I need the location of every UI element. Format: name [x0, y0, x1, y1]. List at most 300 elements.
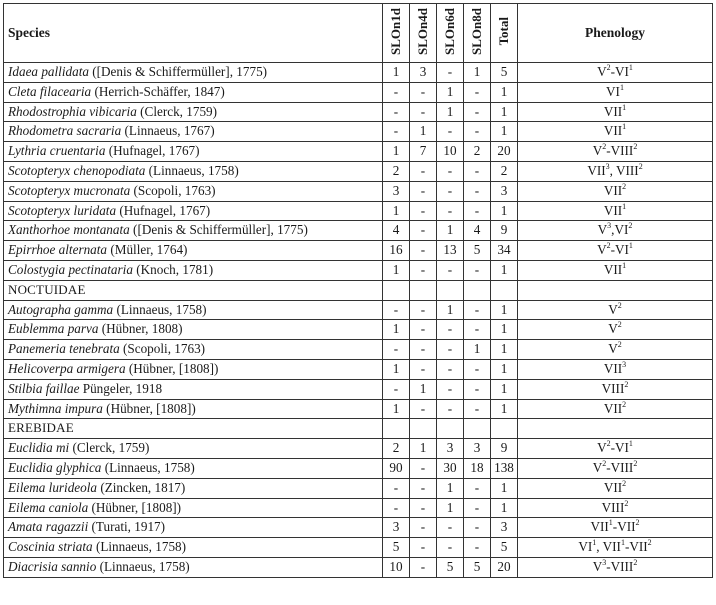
species-cell: [4, 557, 383, 577]
phenology-month: VII: [603, 123, 623, 139]
family-row: [4, 280, 713, 300]
phenology-month: V: [608, 301, 618, 317]
species-row: [4, 518, 713, 538]
species-name: Euclidia mi: [8, 440, 70, 456]
phenology-cell: [518, 399, 713, 419]
phenology-note: 2: [633, 557, 638, 567]
species-author: (Clerck, 1759): [69, 440, 150, 456]
site-count: 4: [383, 221, 410, 241]
header-row: [4, 4, 713, 63]
site-count: 3: [383, 181, 410, 201]
empty-cell: [464, 419, 491, 439]
species-name: Colostygia pectinataria: [8, 261, 133, 277]
species-author: (Zincken, 1817): [97, 479, 186, 495]
total-count: 20: [491, 142, 518, 162]
family-row: [4, 419, 713, 439]
species-name: Helicoverpa armigera: [8, 360, 126, 376]
site-count: 5: [464, 557, 491, 577]
empty-cell: [437, 280, 464, 300]
site-count: -: [410, 320, 437, 340]
site-count: -: [464, 161, 491, 181]
empty-cell: [410, 280, 437, 300]
phenology-note: 2: [647, 538, 652, 548]
species-author: (Herrich-Schäffer, 1847): [91, 83, 225, 99]
species-cell: [4, 82, 383, 102]
phenology-month: V: [592, 459, 603, 475]
species-cell: [4, 241, 383, 261]
species-row: [4, 260, 713, 280]
site-count: -: [410, 458, 437, 478]
species-name: Cleta filacearia: [8, 83, 92, 99]
species-name: Epirrhoe alternata: [8, 242, 108, 258]
site-count: 90: [383, 458, 410, 478]
phenology-month: VIII: [601, 499, 625, 515]
total-count: 9: [491, 221, 518, 241]
phenology-note: 3: [602, 557, 607, 567]
site-count: 7: [410, 142, 437, 162]
phenology-cell: [518, 439, 713, 459]
phenology-cell: [518, 260, 713, 280]
species-cell: [4, 538, 383, 558]
phenology-cell: [518, 181, 713, 201]
species-row: [4, 478, 713, 498]
site-count: -: [410, 201, 437, 221]
phenology-cell: [518, 221, 713, 241]
species-cell: [4, 260, 383, 280]
phenology-cell: [518, 518, 713, 538]
site-count: -: [410, 161, 437, 181]
species-cell: [4, 518, 383, 538]
species-header: Species: [4, 4, 383, 63]
site-count: -: [437, 320, 464, 340]
species-row: [4, 122, 713, 142]
site-header-label: SLOn4d: [415, 7, 430, 55]
phenology-month: VII: [603, 103, 623, 119]
total-header: [491, 4, 518, 63]
total-count: 1: [491, 478, 518, 498]
species-name: Idaea pallidata: [8, 64, 89, 79]
site-header-label: SLOn1d: [388, 7, 403, 55]
species-author: (Scopoli, 1763): [130, 182, 216, 198]
total-count: 9: [491, 439, 518, 459]
species-author: (Linnaeus, 1758): [113, 301, 207, 317]
site-count: -: [464, 518, 491, 538]
species-phenology-table: [3, 3, 713, 578]
site-count: -: [410, 538, 437, 558]
species-row: [4, 63, 713, 83]
total-count: 1: [491, 399, 518, 419]
species-name: Scotopteryx chenopodiata: [8, 162, 146, 178]
phenology-month: VII: [603, 479, 623, 495]
phenology-cell: [518, 478, 713, 498]
species-name: Rhodometra sacraria: [8, 123, 122, 139]
site-count: -: [410, 498, 437, 518]
site-count: 1: [383, 399, 410, 419]
site-count: -: [437, 201, 464, 221]
species-name: Stilbia faillae: [8, 380, 80, 396]
site-count: -: [464, 399, 491, 419]
phenology-note: 1: [592, 538, 597, 548]
species-name: Diacrisia sannio: [8, 558, 97, 574]
species-author: (Hübner, 1808): [98, 321, 183, 337]
species-cell: [4, 340, 383, 360]
species-author: (Knoch, 1781): [132, 261, 214, 277]
site-count: 3: [410, 63, 437, 83]
site-count: 1: [437, 478, 464, 498]
site-count: 1: [383, 320, 410, 340]
site-count: 5: [464, 241, 491, 261]
total-count: 1: [491, 498, 518, 518]
phenology-cell: [518, 458, 713, 478]
site-count: -: [464, 82, 491, 102]
total-count: 5: [491, 63, 518, 83]
species-author: ([Denis & Schiffermüller], 1775): [88, 64, 268, 79]
phenology-note: 3: [605, 161, 610, 171]
phenology-note: 1: [628, 439, 633, 449]
phenology-month: ,VI: [611, 222, 629, 238]
species-author: (Linnaeus, 1767): [121, 123, 215, 139]
site-count: -: [410, 300, 437, 320]
site-count: 10: [383, 557, 410, 577]
site-count: -: [464, 300, 491, 320]
site-count: 1: [383, 260, 410, 280]
species-cell: [4, 439, 383, 459]
empty-cell: [383, 419, 410, 439]
phenology-note: 3: [622, 359, 627, 369]
phenology-note: 2: [633, 458, 638, 468]
species-name: Eilema lurideola: [8, 479, 98, 495]
site-count: -: [437, 518, 464, 538]
species-author: (Turati, 1917): [88, 519, 166, 535]
phenology-month: V: [597, 440, 607, 456]
site-count: 10: [437, 142, 464, 162]
site-header-label: SLOn8d: [469, 7, 484, 55]
site-count: 1: [464, 340, 491, 360]
total-count: 138: [491, 458, 518, 478]
phenology-month: VI: [578, 539, 593, 555]
total-count: 1: [491, 379, 518, 399]
phenology-cell: [518, 142, 713, 162]
site-count: -: [410, 340, 437, 360]
site-count: -: [437, 399, 464, 419]
species-row: [4, 181, 713, 201]
species-author: (Hübner, [1808]): [125, 360, 219, 376]
empty-cell: [518, 419, 713, 439]
phenology-note: 2: [602, 142, 607, 152]
site-count: -: [437, 340, 464, 360]
site-count: -: [410, 181, 437, 201]
site-count: -: [464, 359, 491, 379]
phenology-month: , VIII: [609, 162, 639, 178]
total-header-label: Total: [496, 16, 511, 46]
phenology-note: 1: [628, 241, 633, 251]
species-author: (Linnaeus, 1758): [92, 539, 187, 555]
site-count: 1: [464, 63, 491, 83]
species-name: Mythimna impura: [8, 400, 103, 416]
species-cell: [4, 142, 383, 162]
family-name: NOCTUIDAE: [4, 280, 383, 300]
phenology-cell: [518, 161, 713, 181]
site-header: [464, 4, 491, 63]
species-row: [4, 142, 713, 162]
phenology-note: 2: [606, 439, 611, 449]
species-cell: [4, 122, 383, 142]
phenology-cell: [518, 63, 713, 83]
phenology-month: V: [597, 242, 607, 258]
phenology-cell: [518, 557, 713, 577]
site-count: 16: [383, 241, 410, 261]
site-count: 3: [383, 518, 410, 538]
species-row: [4, 221, 713, 241]
species-author: (Müller, 1764): [107, 242, 188, 258]
phenology-note: 2: [635, 518, 640, 528]
species-author: (Hufnagel, 1767): [116, 202, 211, 218]
species-row: [4, 201, 713, 221]
species-name: Scotopteryx luridata: [8, 202, 117, 218]
total-count: 5: [491, 538, 518, 558]
species-cell: [4, 320, 383, 340]
species-cell: [4, 379, 383, 399]
phenology-cell: [518, 379, 713, 399]
phenology-cell: [518, 201, 713, 221]
phenology-cell: [518, 340, 713, 360]
site-count: -: [383, 300, 410, 320]
species-author: (Linnaeus, 1758): [145, 162, 239, 178]
species-row: [4, 538, 713, 558]
site-count: 1: [383, 63, 410, 83]
total-count: 1: [491, 201, 518, 221]
empty-cell: [410, 419, 437, 439]
phenology-month: V: [608, 341, 618, 357]
species-name: Panemeria tenebrata: [8, 341, 120, 357]
phenology-cell: [518, 359, 713, 379]
phenology-month: VII: [603, 182, 623, 198]
site-count: -: [464, 201, 491, 221]
species-cell: [4, 498, 383, 518]
phenology-month: VI: [606, 83, 620, 99]
site-count: -: [437, 538, 464, 558]
phenology-note: 2: [622, 399, 627, 409]
phenology-note: 1: [620, 538, 625, 548]
site-count: 4: [464, 221, 491, 241]
species-author: Püngeler, 1918: [79, 380, 163, 396]
site-count: -: [383, 82, 410, 102]
phenology-month: V: [597, 222, 608, 238]
species-cell: [4, 478, 383, 498]
phenology-month: -VI: [610, 440, 629, 456]
species-cell: [4, 458, 383, 478]
site-count: -: [410, 399, 437, 419]
site-count: 5: [383, 538, 410, 558]
site-header-label: SLOn6d: [442, 7, 457, 55]
phenology-month: V: [608, 321, 618, 337]
phenology-note: 2: [617, 320, 622, 330]
site-count: 13: [437, 241, 464, 261]
site-count: 30: [437, 458, 464, 478]
phenology-month: -VIII: [606, 143, 634, 159]
species-author: (Clerck, 1759): [136, 103, 218, 119]
total-count: 3: [491, 181, 518, 201]
species-author: ([Denis & Schiffermüller], 1775): [129, 222, 308, 238]
site-count: 1: [410, 439, 437, 459]
phenology-note: 2: [622, 478, 627, 488]
phenology-note: 1: [622, 102, 627, 112]
species-name: Eilema caniola: [8, 499, 89, 515]
empty-cell: [518, 280, 713, 300]
phenology-note: 2: [624, 379, 629, 389]
site-count: -: [437, 379, 464, 399]
site-count: -: [464, 379, 491, 399]
species-row: [4, 498, 713, 518]
phenology-month: VII: [603, 261, 623, 277]
site-count: -: [383, 478, 410, 498]
site-count: -: [410, 221, 437, 241]
site-count: 3: [464, 439, 491, 459]
total-count: 3: [491, 518, 518, 538]
phenology-cell: [518, 82, 713, 102]
species-author: (Hübner, [1808]): [88, 499, 182, 515]
site-count: 2: [383, 439, 410, 459]
site-count: -: [437, 161, 464, 181]
empty-cell: [491, 280, 518, 300]
site-count: -: [464, 102, 491, 122]
phenology-month: -VIII: [606, 558, 634, 574]
species-row: [4, 161, 713, 181]
site-count: 1: [383, 359, 410, 379]
total-count: 1: [491, 260, 518, 280]
empty-cell: [464, 280, 491, 300]
total-count: 1: [491, 102, 518, 122]
site-count: -: [437, 181, 464, 201]
phenology-month: VII: [603, 360, 623, 376]
species-cell: [4, 399, 383, 419]
phenology-month: VII: [603, 400, 623, 416]
site-count: -: [410, 557, 437, 577]
phenology-month: -VI: [610, 242, 629, 258]
species-row: [4, 102, 713, 122]
site-count: -: [464, 122, 491, 142]
species-name: Xanthorhoe montanata: [8, 222, 130, 238]
species-cell: [4, 63, 383, 83]
phenology-month: -VII: [612, 519, 636, 535]
species-cell: [4, 221, 383, 241]
site-count: -: [410, 82, 437, 102]
species-name: Autographa gamma: [8, 301, 114, 317]
phenology-month: VII: [590, 519, 609, 535]
site-count: 18: [464, 458, 491, 478]
site-count: -: [410, 359, 437, 379]
phenology-month: V: [592, 143, 603, 159]
site-count: 2: [464, 142, 491, 162]
species-author: (Hübner, [1808]): [102, 400, 196, 416]
site-count: -: [464, 538, 491, 558]
empty-cell: [383, 280, 410, 300]
phenology-cell: [518, 122, 713, 142]
site-count: -: [410, 260, 437, 280]
species-row: [4, 82, 713, 102]
phenology-cell: [518, 102, 713, 122]
site-count: -: [383, 498, 410, 518]
family-name: EREBIDAE: [4, 419, 383, 439]
species-row: [4, 557, 713, 577]
site-count: 5: [437, 557, 464, 577]
site-count: 1: [437, 498, 464, 518]
site-count: -: [437, 63, 464, 83]
phenology-note: 3: [607, 221, 612, 231]
phenology-note: 1: [628, 63, 633, 72]
species-row: [4, 379, 713, 399]
site-count: -: [464, 260, 491, 280]
site-header: [437, 4, 464, 63]
species-cell: [4, 359, 383, 379]
species-cell: [4, 201, 383, 221]
site-count: -: [437, 359, 464, 379]
site-count: -: [464, 478, 491, 498]
species-author: (Scopoli, 1763): [119, 341, 206, 357]
phenology-note: 1: [619, 82, 624, 92]
total-count: 20: [491, 557, 518, 577]
species-row: [4, 399, 713, 419]
species-row: [4, 241, 713, 261]
phenology-note: 1: [608, 518, 613, 528]
total-count: 1: [491, 122, 518, 142]
site-count: -: [410, 102, 437, 122]
phenology-note: 2: [628, 221, 633, 231]
phenology-month: , VII: [596, 539, 621, 555]
total-count: 1: [491, 320, 518, 340]
site-count: 1: [437, 82, 464, 102]
species-name: Scotopteryx mucronata: [8, 182, 131, 198]
phenology-note: 2: [638, 161, 643, 171]
site-count: 1: [383, 142, 410, 162]
phenology-note: 1: [622, 201, 627, 211]
phenology-month: -VII: [624, 539, 648, 555]
phenology-cell: [518, 498, 713, 518]
site-count: -: [383, 102, 410, 122]
phenology-month: V: [597, 64, 607, 79]
species-name: Coscinia striata: [8, 539, 93, 555]
site-count: -: [383, 122, 410, 142]
species-name: Eublemma parva: [8, 321, 99, 337]
species-name: Amata ragazzii: [8, 519, 89, 535]
species-row: [4, 359, 713, 379]
site-count: 1: [410, 379, 437, 399]
species-row: [4, 300, 713, 320]
site-count: 1: [383, 201, 410, 221]
empty-cell: [437, 419, 464, 439]
species-row: [4, 458, 713, 478]
site-count: -: [464, 181, 491, 201]
phenology-note: 2: [624, 498, 629, 508]
phenology-cell: [518, 538, 713, 558]
site-count: -: [383, 379, 410, 399]
species-cell: [4, 300, 383, 320]
species-name: Lythria cruentaria: [8, 143, 106, 159]
species-row: [4, 340, 713, 360]
site-header: [383, 4, 410, 63]
site-count: 2: [383, 161, 410, 181]
species-cell: [4, 161, 383, 181]
species-row: [4, 320, 713, 340]
phenology-note: 1: [622, 122, 627, 132]
phenology-cell: [518, 320, 713, 340]
phenology-note: 2: [633, 142, 638, 152]
phenology-header: Phenology: [518, 4, 713, 63]
site-count: 1: [437, 102, 464, 122]
site-count: 1: [410, 122, 437, 142]
phenology-month: V: [592, 558, 603, 574]
site-count: 1: [437, 221, 464, 241]
